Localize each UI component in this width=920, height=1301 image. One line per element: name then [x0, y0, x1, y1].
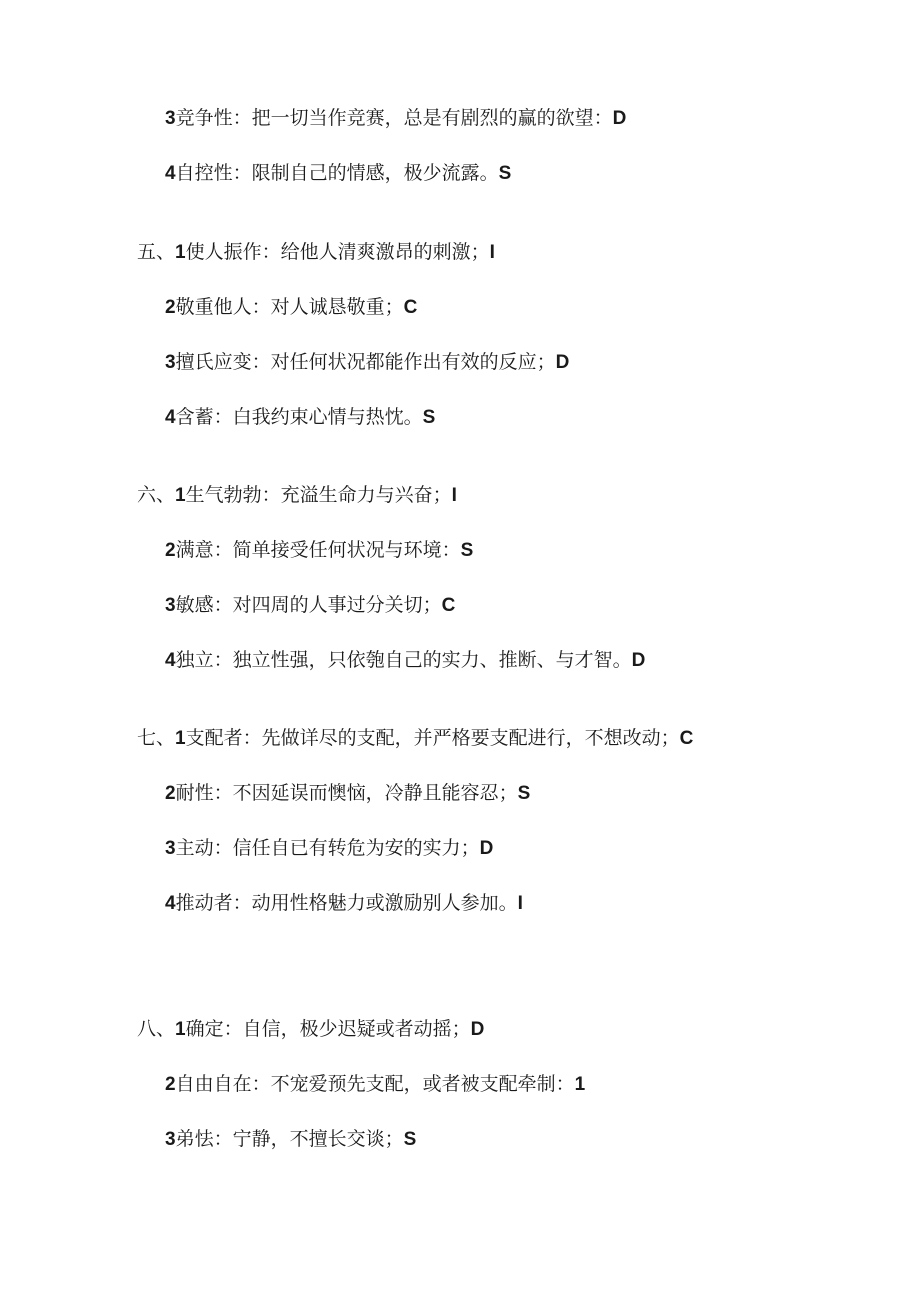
item-tag: C: [679, 728, 694, 749]
item-text: 含蓄：白我约束心情与热忱。: [175, 406, 423, 428]
item-tag: D: [612, 108, 627, 129]
item-text: 自由自在：不宠爱预先支配，或者被支配牵制：: [175, 1073, 575, 1095]
item-tag: S: [498, 163, 512, 184]
item-number: 2: [165, 1074, 176, 1095]
item-number: 4: [165, 650, 176, 671]
item-tag: D: [470, 1019, 485, 1040]
list-item: [165, 1072, 585, 1097]
item-tag: D: [479, 838, 494, 859]
section-item: [137, 1017, 484, 1042]
section-item: [137, 726, 693, 751]
section-prefix: 六、: [137, 484, 176, 506]
item-number: 4: [165, 163, 176, 184]
item-number: 2: [165, 783, 176, 804]
list-item: [165, 781, 530, 806]
list-item: [165, 593, 455, 618]
item-number: 1: [175, 485, 186, 506]
item-text: 主动：信任自已有转危为安的实力；: [175, 837, 480, 859]
section-prefix: 五、: [137, 241, 176, 263]
list-item: [165, 836, 493, 861]
section-item: [137, 483, 457, 508]
item-text: 耐性：不因延误而懊恼，冷静且能容忍；: [175, 782, 518, 804]
item-number: 3: [165, 1129, 176, 1150]
item-number: 3: [165, 595, 176, 616]
item-number: 1: [175, 728, 186, 749]
list-item: [165, 295, 417, 320]
section-prefix: 八、: [137, 1018, 176, 1040]
item-number: 1: [175, 1019, 186, 1040]
item-text: 竞争性：把一切当作竞赛，总是有剧烈的赢的欲望：: [175, 107, 613, 129]
list-item: [165, 891, 523, 916]
list-item: [165, 405, 435, 430]
item-text: 自控性：限制自己的情感，极少流露。: [175, 162, 499, 184]
item-tag: I: [451, 485, 457, 506]
item-text: 使人振作：给他人清爽激昂的刺激；: [185, 241, 490, 263]
item-tag: C: [441, 595, 456, 616]
item-tag: 1: [574, 1074, 586, 1095]
item-text: 独立：独立性强，只依匏自己的实力、推断、与才智。: [175, 649, 632, 671]
item-text: 敏感：对四周的人事过分关切；: [175, 594, 442, 616]
item-number: 3: [165, 838, 176, 859]
item-number: 3: [165, 108, 176, 129]
item-text: 敬重他人：对人诚恳敬重；: [175, 296, 404, 318]
item-number: 4: [165, 407, 176, 428]
item-text: 生气勃勃：充溢生命力与兴奋；: [185, 484, 452, 506]
list-item: [165, 161, 511, 186]
item-number: 4: [165, 893, 176, 914]
item-text: 擅氏应变：对任何状况都能作出有效的反应；: [175, 351, 556, 373]
item-number: 3: [165, 352, 176, 373]
list-item: [165, 648, 645, 673]
item-text: 确定：自信，极少迟疑或者动摇；: [185, 1018, 471, 1040]
item-tag: D: [555, 352, 570, 373]
item-number: 2: [165, 297, 176, 318]
item-text: 支配者：先做详尽的支配，并严格要支配进行，不想改动；: [185, 727, 680, 749]
item-tag: S: [403, 1129, 417, 1150]
item-tag: D: [631, 650, 646, 671]
section-item: [137, 240, 495, 265]
item-tag: I: [517, 893, 523, 914]
item-tag: C: [403, 297, 418, 318]
section-prefix: 七、: [137, 727, 176, 749]
item-number: 2: [165, 540, 176, 561]
item-tag: S: [517, 783, 531, 804]
item-tag: I: [489, 242, 495, 263]
item-tag: S: [460, 540, 474, 561]
item-number: 1: [175, 242, 186, 263]
item-text: 推动者：动用性格魅力或激励别人参加。: [175, 892, 518, 914]
item-text: 满意：简单接受任何状况与环境：: [175, 539, 461, 561]
list-item: [165, 106, 626, 131]
item-text: 弟怯：宁静，不擅长交谈；: [175, 1128, 404, 1150]
list-item: [165, 538, 473, 563]
list-item: [165, 350, 569, 375]
list-item: [165, 1127, 416, 1152]
item-tag: S: [422, 407, 436, 428]
